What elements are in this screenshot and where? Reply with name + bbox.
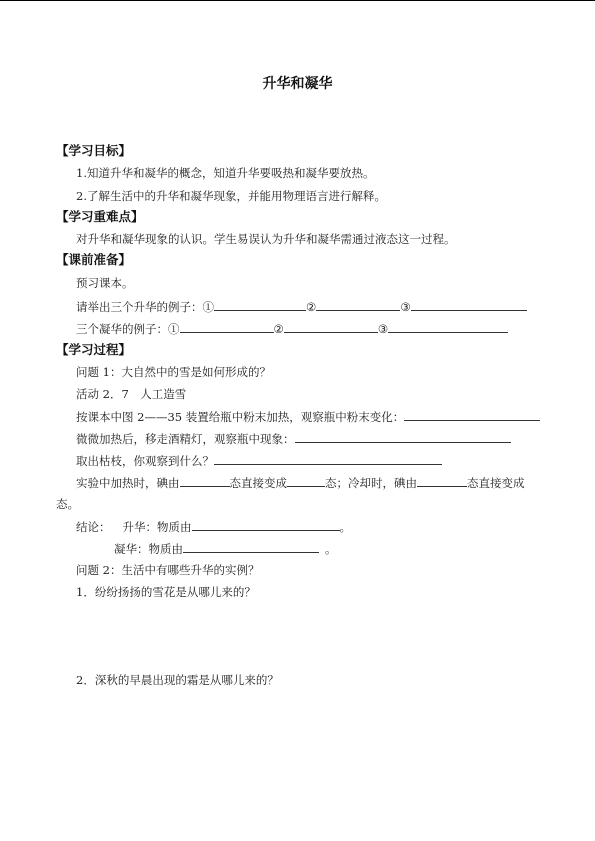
page-title: 升华和凝华: [262, 76, 333, 92]
step-3-text: 取出枯枝，你观察到什么？: [76, 454, 214, 468]
sublimation-prompt: 请举出三个升华的例子：: [76, 300, 203, 314]
step-1-text: 按课本中图 2——35 装置给瓶中粉末加热，观察瓶中粉末变化：: [76, 410, 405, 424]
period: 。: [325, 542, 337, 556]
heading-preparation: 【课前准备】: [56, 252, 132, 267]
question-2: 问题 2：生活中有哪些升华的实例？: [76, 563, 260, 577]
sublimation-example-3-field[interactable]: [411, 299, 527, 311]
sublimation-examples-row: [76, 299, 527, 314]
iodine-blank-3[interactable]: [417, 475, 467, 487]
deposition-example-3-field[interactable]: [388, 321, 508, 333]
step-2-row: [76, 431, 511, 446]
step-1-answer-field[interactable]: [404, 409, 540, 421]
objective-item-1: 1.知道升华和凝华的概念，知道升华要吸热和凝华要放热。: [76, 166, 375, 180]
conclusion-deposition-row: [114, 541, 337, 556]
iodine-text-a: 实验中加热时，碘由: [76, 476, 180, 490]
step-1-row: [76, 409, 540, 424]
marker-2: ②: [306, 300, 317, 314]
step-2-text: 微微加热后，移走酒精灯，观察瓶中现象：: [76, 432, 295, 446]
conclusion-label: 结论：: [76, 520, 111, 534]
heading-process: 【学习过程】: [56, 342, 132, 357]
deposition-example-1-field[interactable]: [180, 321, 274, 333]
step-2-answer-field[interactable]: [295, 431, 511, 443]
iodine-row: [76, 475, 525, 490]
deposition-example-2-field[interactable]: [284, 321, 378, 333]
marker-2: ②: [273, 322, 284, 336]
deposition-conclusion-field[interactable]: [183, 541, 319, 553]
period: 。: [339, 520, 351, 534]
sublimation-conclusion-label: 升华：物质由: [122, 520, 192, 534]
deposition-examples-row: [76, 321, 508, 336]
sublimation-conclusion-field[interactable]: [192, 519, 340, 531]
question-1: 问题 1：大自然中的雪是如何形成的？: [76, 365, 271, 379]
question-2-item-1: 1．纷纷扬扬的雪花是从哪儿来的？: [76, 585, 256, 599]
objective-item-2: 2.了解生活中的升华和凝华现象，并能用物理语言进行解释。: [76, 189, 386, 203]
key-points-text: 对升华和凝华现象的认识。学生易误认为升华和凝华需通过液态这一过程。: [76, 232, 456, 246]
marker-1: ①: [168, 322, 180, 336]
iodine-text-d: 态直接变成: [467, 476, 525, 490]
sublimation-example-2-field[interactable]: [316, 299, 400, 311]
deposition-conclusion-label: 凝华：物质由: [114, 542, 183, 556]
preview-text: 预习课本。: [76, 276, 134, 290]
iodine-text-b: 态直接变成: [229, 476, 287, 490]
heading-key-points: 【学习重难点】: [56, 209, 144, 224]
activity-title: 活动 2．7 人工造雪: [76, 387, 187, 401]
step-3-answer-field[interactable]: [214, 453, 442, 465]
iodine-blank-1[interactable]: [180, 475, 230, 487]
heading-objectives: 【学习目标】: [56, 143, 132, 158]
iodine-blank-2[interactable]: [287, 475, 325, 487]
marker-3: ③: [400, 300, 411, 314]
deposition-prompt: 三个凝华的例子：: [76, 322, 168, 336]
question-2-item-2: 2．深秋的早晨出现的霜是从哪儿来的？: [76, 673, 279, 687]
top-rule: [0, 0, 595, 1]
marker-3: ③: [377, 322, 389, 336]
iodine-text-c: 态；冷却时，碘由: [325, 476, 417, 490]
iodine-row-end: 态。: [56, 497, 79, 511]
conclusion-sublimation-row: [76, 519, 351, 534]
marker-1: ①: [202, 300, 214, 314]
sublimation-example-1-field[interactable]: [214, 299, 306, 311]
step-3-row: [76, 453, 442, 468]
